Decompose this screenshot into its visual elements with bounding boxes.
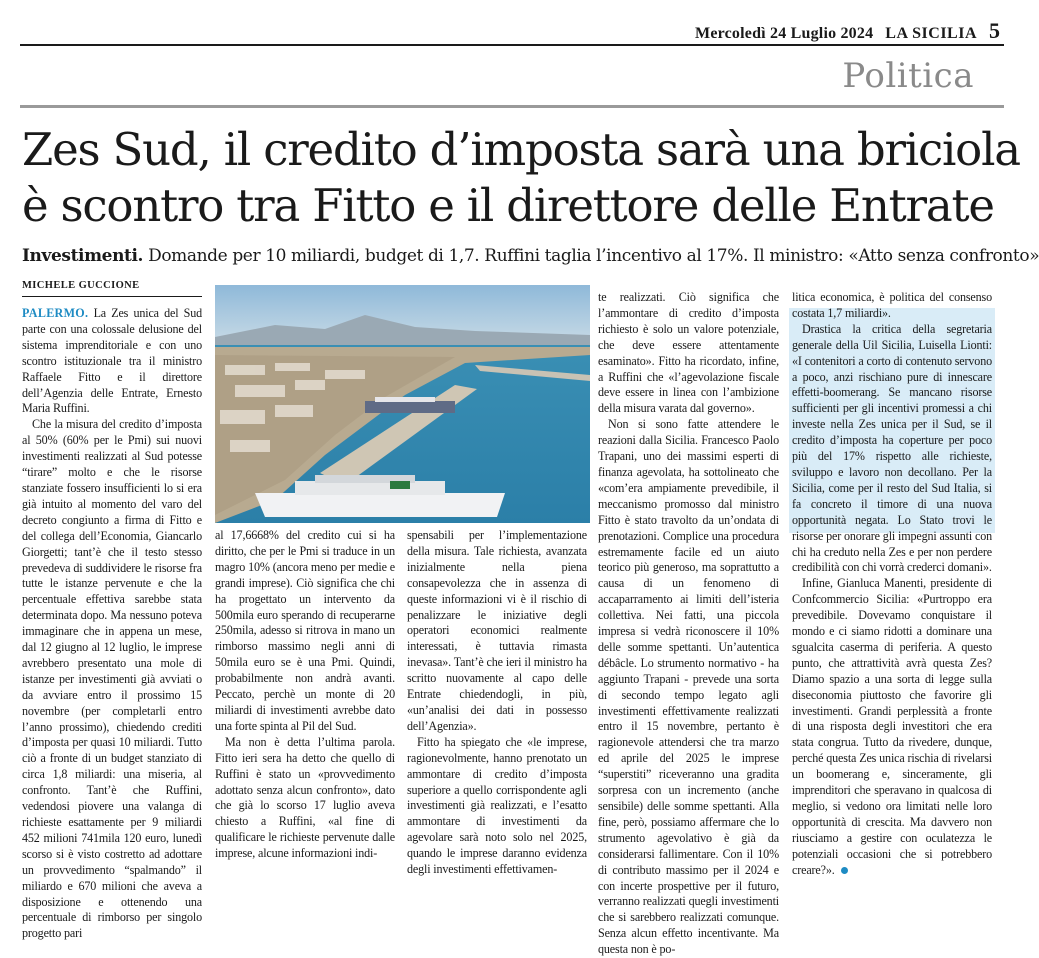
byline: MICHELE GUCCIONE [22,280,140,291]
article-column-3 [407,528,587,878]
article-photo [215,285,590,523]
headline-line-2: è scontro tra Fitto e il direttore delle Entrate [22,179,994,232]
headline-line-1: Zes Sud, il credito d’imposta sarà una briciola [22,123,1020,176]
page-number: 5 [989,18,1000,43]
issue-date: Mercoledì 24 Luglio 2024 [695,25,874,42]
paragraph: Fitto ha spiegato che «le imprese, ragionevolmente, hanno prenotato un ammontare di credito d’imposta superiore a quello corrispondente agli investimenti già realizzati, e l’esatto ammontare di investimenti da agevolare sarà noto solo nel 2025, quando le imprese daranno evidenza degli investimenti effettivamen- [407,734,587,877]
paragraph-text: Infine, Gianluca Manenti, presidente di Confcommercio Sicilia: «Purtroppo era prevedibile. Dovevamo conquistare il mondo e ci siamo ridotti a dominare una sgualcita caserma di periferia. A questo punto, che attrattività avrà questa Zes? Diamo spazio a una sorta di legge sulla diseconomia piuttosto che favorire gli investimenti. Grandi perplessità a fronte di una risposta degli investitori che era stata congrua. Tutto da rivedere, dunque, perché questa Zes unica rischia di rivelarsi un boomerang e, sinceramente, gli imprenditori che speravano in qualcosa di meglio, si vedono ora limitati nelle loro opportunità di crescita. Ma davvero non riusciamo a gestire con oculatezza le potenziali occasioni che si potrebbero creare?». [792,576,992,877]
section-rule [20,105,1004,108]
port-aerial-image [215,285,590,523]
headline [22,122,1020,234]
byline-rule [22,296,202,297]
article-column-5 [792,290,992,879]
end-of-article-icon [841,867,848,874]
masthead [695,18,1000,44]
section-title: Politica [842,56,974,96]
article-column-2 [215,528,395,862]
paragraph: Non si sono fatte attendere le reazioni dalla Sicilia. Francesco Paolo Trapani, uno dei massimi esperti di finanza agevolata, ha sottolineato che «com’era ampiamente prevedibile, il meccanismo promosso dal ministro Fitto è stato travolto da un’ondata di prenotazioni. Complice una procedura estremamente facile ed un aiuto teorico più generoso, ma soprattutto a causa di un fenomeno di accaparramento ai limiti dell’isteria collettiva. Nei fatti, una piccola impresa si vedrà riconoscere il 10% delle somme spettanti. Un’autentica débâcle. Lo strumento normativo - ha aggiunto Trapani - prevede una sorta di secondo tempo legato agli investimenti effettivamente realizzati entro il 15 novembre, pertanto è ragionevole attendersi che tra marzo ed aprile del 2025 le imprese “superstiti” riceveranno una gradita sorpresa con un incremento (anche sensibile) delle somme spettanti. Alla fine, però, possiamo affermare che lo strumento agevolativo è già da considerarsi fallimentare. Con il 10% di contributo massimo per il 2024 e con incerte prospettive per il futuro, verranno realizzati quegli investimenti che si sarebbero realizzati comunque. Senza alcun effetto incentivante. Ma questa non è po- [598,417,779,957]
paragraph: Ma non è detta l’ultima parola. Fitto ieri sera ha detto che quello di Ruffini è stato un «provvedimento adottato senza alcun confronto», dato che già lo scorso 17 luglio aveva chiesto a Ruffini, «al fine di qualificare le richieste pervenute dalle imprese, alcune informazioni indi- [215,734,395,861]
paragraph-text: La Zes unica del Sud parte con una colossale delusione del sistema imprenditoriale e con uno scontro istituzionale tra il ministro Raffaele Fitto e il direttore dell’Agenzia delle Entrate, Ernesto Maria Ruffini. [22,306,202,416]
paragraph: Drastica la critica della segretaria generale della Uil Sicilia, Luisella Lionti: «I contenitori a corto di contenuto servono a poco, anzi rischiano pure di innescare effetti-boomerang. Se mancano risorse sufficienti per gli incentivi promessi a chi investe nella Zes unica per il Sud, se il credito d’imposta ha coperture per poco più del 17% rispetto alle richieste, sviluppo e lavoro non decollano. Per la Sicilia, come per il resto del Sud Italia, si fa concreto il timore di una nuova opportunità negata. Lo Stato trovi le risorse per onorare gli impegni assunti con chi ha creduto nella Zes e per non perdere credibilità con chi vorrà crederci domani». [792,321,992,575]
newspaper-name: LA SICILIA [885,25,977,42]
subhead-kicker: Investimenti. [22,246,144,266]
paragraph: Che la misura del credito d’imposta al 50% (60% per le Pmi) sui nuovi investimenti realizzati al Sud potesse “tirare” molto e che le risorse stanziate fossero insufficienti lo si era già intuito al momento del varo del decreto congiunto a firma di Fitto e del collega dell’Economia, Giancarlo Giorgetti; tant’è che il testo stesso prevedeva di suddividere le risorse fra tutte le istanze pervenute e che la percentuale effettiva sarebbe stata determinata dopo. Ma nessuno poteva immaginare che in appena un mese, dal 12 giugno al 12 luglio, le imprese avrebbero presentato una mole di istanze per investimenti già avviati o da avviare entro il prossimo 15 novembre (per completarli entro l’anno prossimo), chiedendo crediti d’imposta per quasi 10 miliardi. Tutto ciò a fronte di un budget stanziato di circa 1,8 miliardi: una miseria, al confronto. Tant’è che Ruffini, vedendosi piovere una valanga di richieste esattamente per 9 miliardi 452 milioni 741mila 120 euro, lunedì scorso si è visto costretto ad adottare un provvedimento “spalmando” il miliardo e 670 milioni che aveva a disposizione e ottenendo una percentuale di rimborso per singolo progetto pari [22,417,202,941]
paragraph: te realizzati. Ciò significa che l’ammontare di credito d’imposta richiesto è solo un valore potenziale, che deve essere attentamente esaminato». Fitto ha ricordato, infine, a Ruffini che «l’agevolazione fiscale deve essere in linea con l’ambizione della misura varata dal governo». [598,290,779,416]
paragraph [22,306,202,417]
paragraph: al 17,6668% del credito cui si ha diritto, che per le Pmi si traduce in un magro 10% (ancora meno per medie e grandi imprese). Ciò significa che chi ha progettato un intervento da 500mila euro sperando di recuperarne 250mila, adesso si ritrova in mano un rimborso massimo negli anni di 50mila euro se è una Pmi. Quindi, probabilmente non andrà avanti. Peccato, perchè un monte di 20 miliardi di investimenti avrebbe dato una forte spinta al Pil del Sud. [215,528,395,733]
paragraph: litica economica, è politica del consenso costata 1,7 miliardi». [792,290,992,320]
dateline: PALERMO. [22,306,89,320]
article-column-1 [22,306,202,942]
subhead-text: Domande per 10 miliardi, budget di 1,7. Ruffini taglia l’incentivo al 17%. Il ministro: «Atto senza confronto» [148,246,1039,266]
masthead-rule [20,44,1004,46]
paragraph: spensabili per l’implementazione della misura. Tale richiesta, avanzata inizialmente nella piena consapevolezza che in assenza di queste informazioni vi è il rischio di penalizzare le iniziative degli operatori economici realmente interessati, è tuttavia rimasta inevasa». Tant’è che ieri il ministro ha scritto nuovamente al capo delle Entrate chiedendogli, in più, «un’analisi dei dati in possesso dell’Agenzia». [407,528,587,733]
subheadline [22,246,1039,266]
article-column-4 [598,290,779,958]
paragraph [792,576,992,878]
